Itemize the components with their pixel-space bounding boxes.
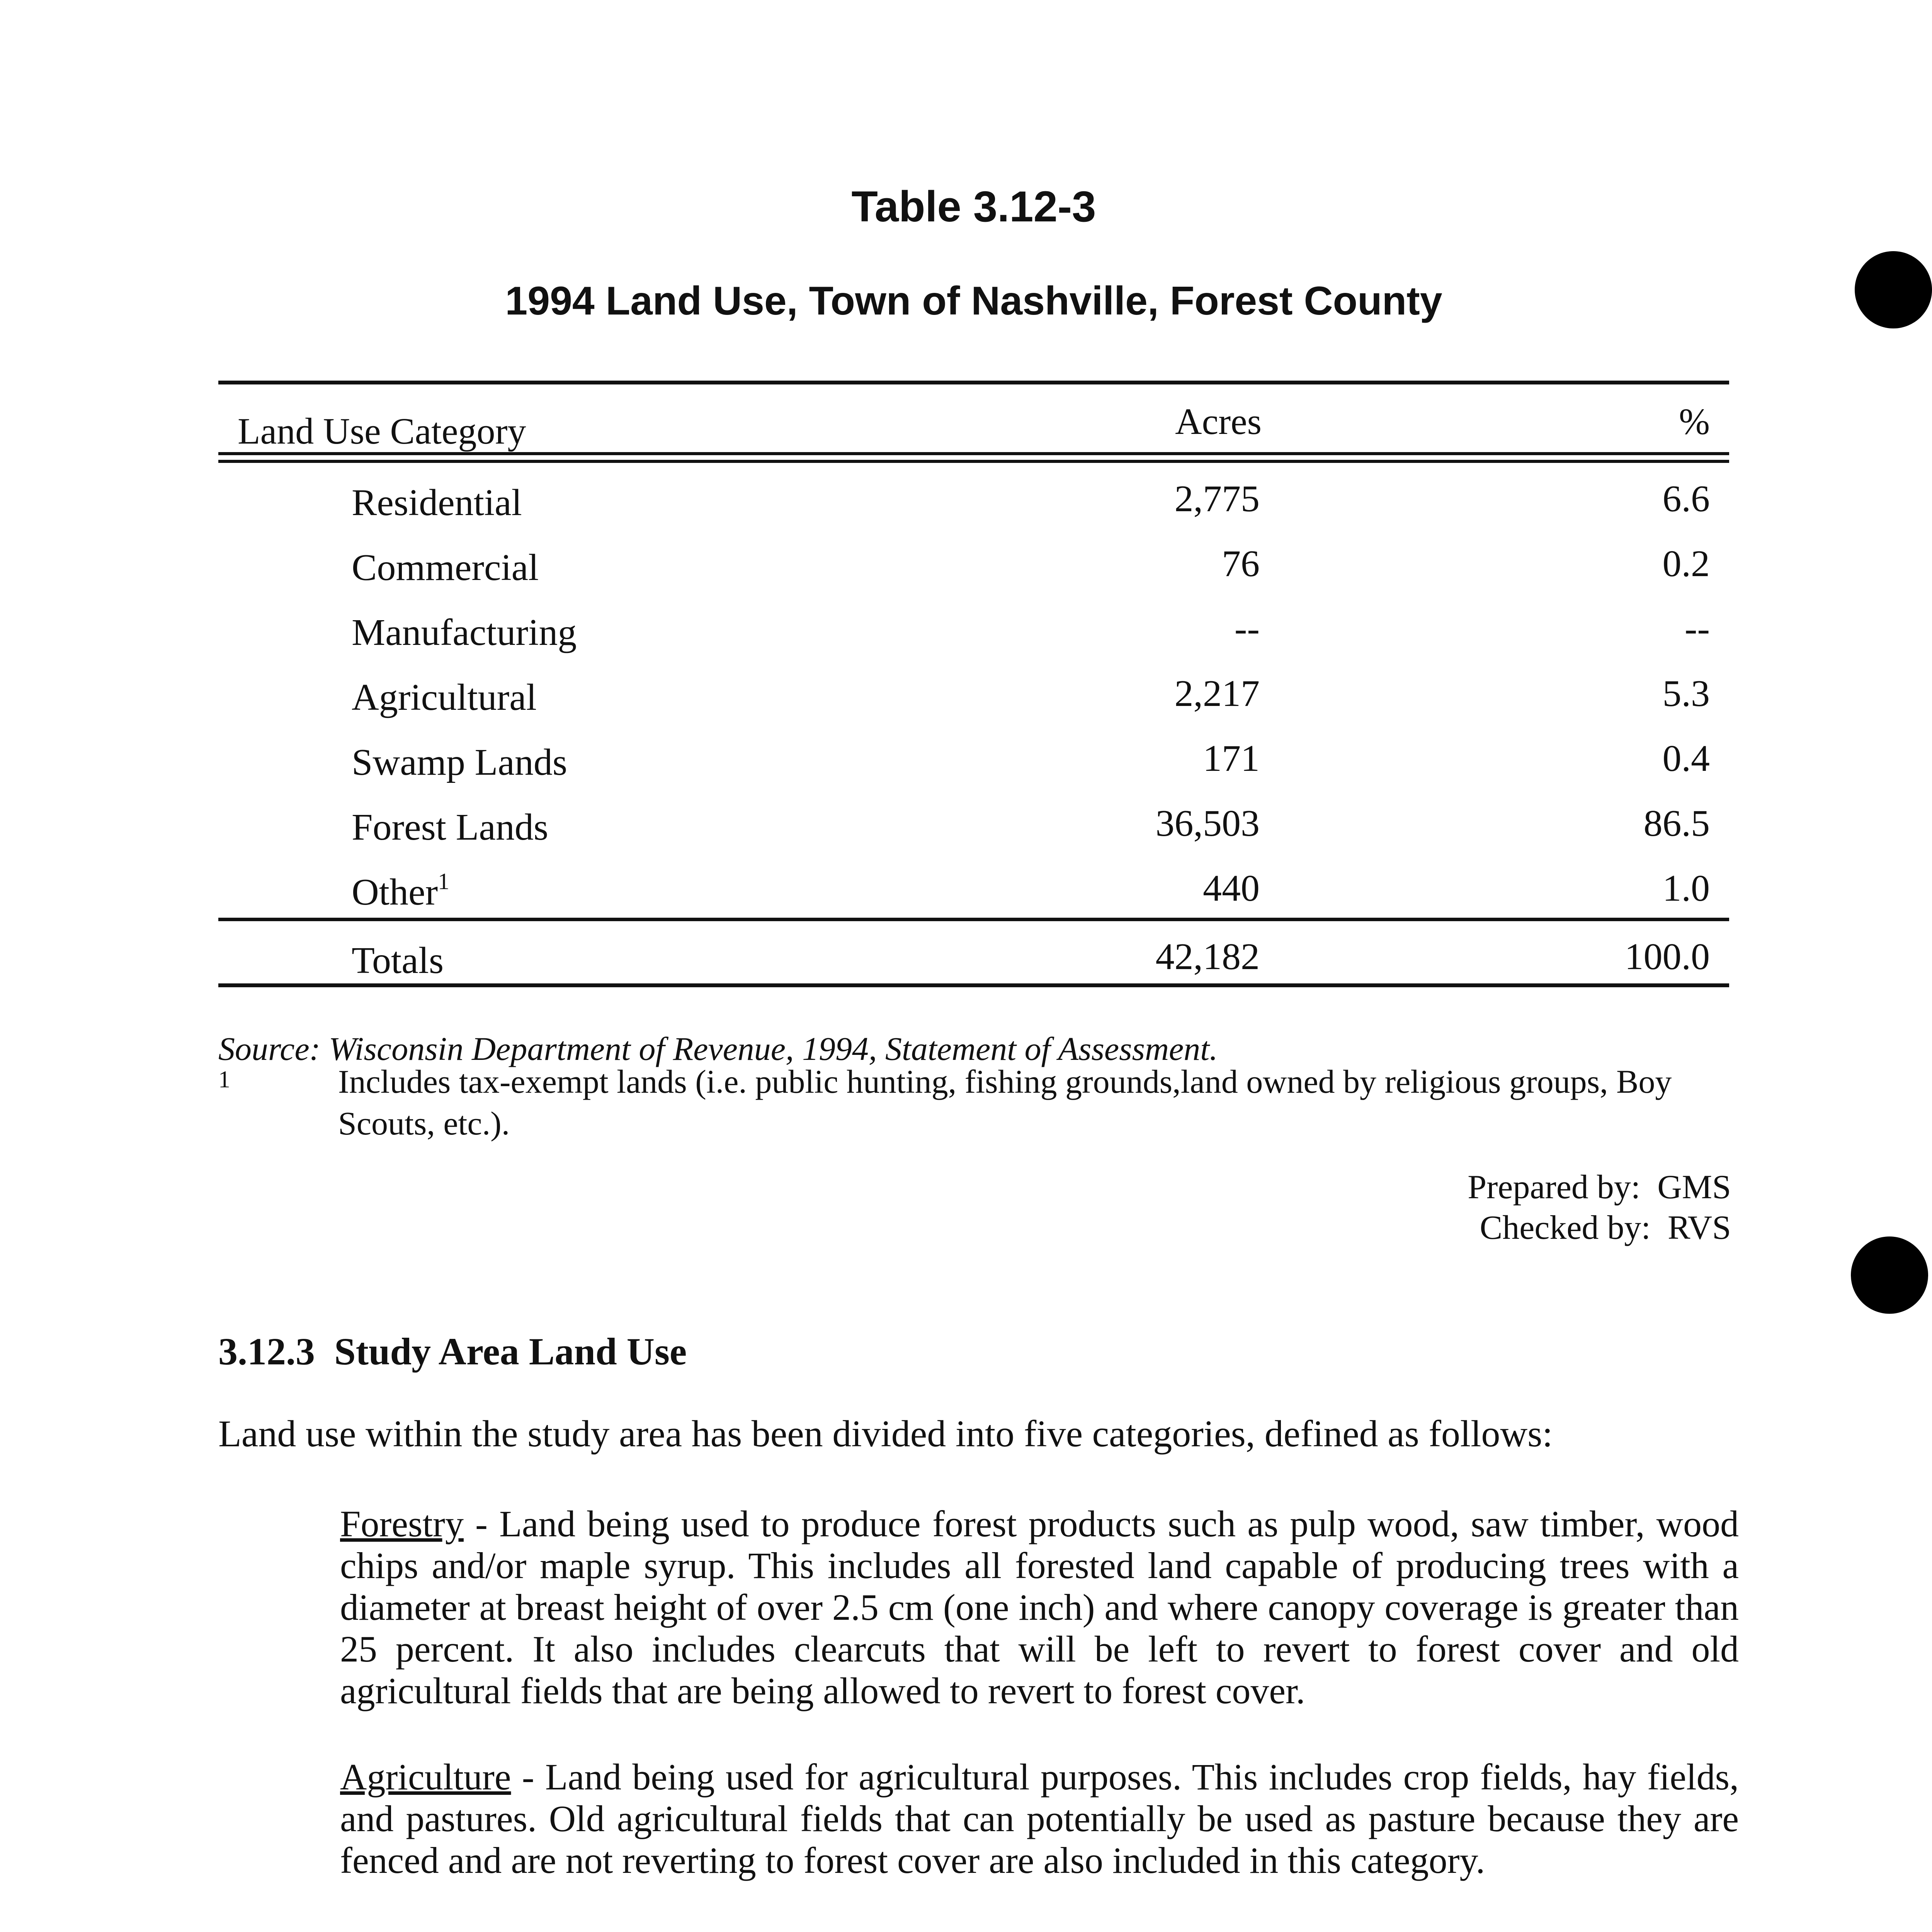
- row-percent: 86.5: [1643, 803, 1710, 844]
- row-percent: 1.0: [1662, 867, 1710, 909]
- section-heading: 3.12.3 Study Area Land Use: [218, 1330, 687, 1373]
- definition-agriculture: Agriculture - Land being used for agricultural purposes. This includes crop fields, hay fields, and pastures. Old agricultural fields that can potentially be used as pasture because they are fenced and are not reverting to forest cover are also included in this category.: [340, 1756, 1739, 1881]
- row-acres: --: [1234, 608, 1260, 650]
- table-row: [218, 478, 1729, 539]
- source-label: Source:: [218, 1030, 321, 1067]
- footnote-text: Includes tax-exempt lands (i.e. public hunting, fishing grounds,land owned by religious groups, Boy Scouts, etc.).: [338, 1063, 1672, 1142]
- punch-hole-middle: [1851, 1236, 1928, 1314]
- totals-row: [218, 936, 1729, 997]
- header-land-use-category: Land Use Category: [238, 410, 526, 452]
- row-category: Residential: [352, 482, 522, 524]
- row-percent: --: [1684, 608, 1710, 650]
- term-forestry: Forestry: [340, 1503, 464, 1544]
- table-number: Table 3.12-3: [851, 182, 1096, 231]
- row-acres: 2,775: [1174, 478, 1260, 520]
- row-percent: 6.6: [1662, 478, 1710, 520]
- row-acres: 76: [1222, 543, 1260, 585]
- row-acres: 440: [1203, 867, 1260, 909]
- table-title: 1994 Land Use, Town of Nashville, Forest County: [505, 279, 1442, 323]
- totals-rule: [218, 918, 1729, 921]
- land-use-table: [218, 381, 1729, 987]
- table-row: [218, 738, 1729, 799]
- row-percent: 0.2: [1662, 543, 1710, 585]
- table-top-rule: [218, 381, 1729, 384]
- checked-by: Checked by: RVS: [1480, 1209, 1731, 1247]
- row-category: Swamp Lands: [352, 742, 567, 783]
- intro-paragraph: Land use within the study area has been divided into five categories, defined as follows:: [218, 1413, 1553, 1455]
- row-percent: 0.4: [1662, 738, 1710, 779]
- row-percent: 5.3: [1662, 673, 1710, 714]
- table-row: [218, 543, 1729, 604]
- table-row: [218, 673, 1729, 734]
- term-agriculture: Agriculture: [340, 1756, 511, 1798]
- table-bottom-rule: [218, 983, 1729, 987]
- totals-acres: 42,182: [1155, 936, 1260, 978]
- footnote-marker: 1: [218, 1066, 230, 1093]
- table-row: [218, 803, 1729, 864]
- header-rule-1: [218, 452, 1729, 455]
- row-category: Other$^1$: [352, 869, 450, 913]
- row-acres: 36,503: [1155, 803, 1260, 844]
- header-acres: Acres: [1175, 401, 1262, 442]
- header-rule-2: [218, 460, 1729, 463]
- totals-label: Totals: [352, 940, 444, 981]
- source-text: Wisconsin Department of Revenue, 1994, Statement of Assessment.: [328, 1030, 1218, 1067]
- row-acres: 2,217: [1174, 673, 1260, 714]
- row-category: Forest Lands: [352, 806, 548, 848]
- header-percent: %: [1679, 401, 1710, 442]
- definition-forestry: Forestry - Land being used to produce forest products such as pulp wood, saw timber, wood chips and/or maple syrup. This includes all forested land capable of producing trees with a diameter at breast height of over 2.5 cm (one inch) and where canopy coverage is greater than 25 percent. It also includes clearcuts that will be left to revert to forest cover and old agricultural fields that are being allowed to revert to forest cover.: [340, 1503, 1739, 1711]
- row-category: Agricultural: [352, 677, 537, 718]
- table-row: [218, 608, 1729, 669]
- row-category: Manufacturing: [352, 612, 577, 653]
- row-acres: 171: [1203, 738, 1260, 779]
- prepared-by: Prepared by: GMS: [1468, 1168, 1731, 1206]
- row-category: Commercial: [352, 547, 539, 588]
- totals-percent: 100.0: [1624, 936, 1710, 978]
